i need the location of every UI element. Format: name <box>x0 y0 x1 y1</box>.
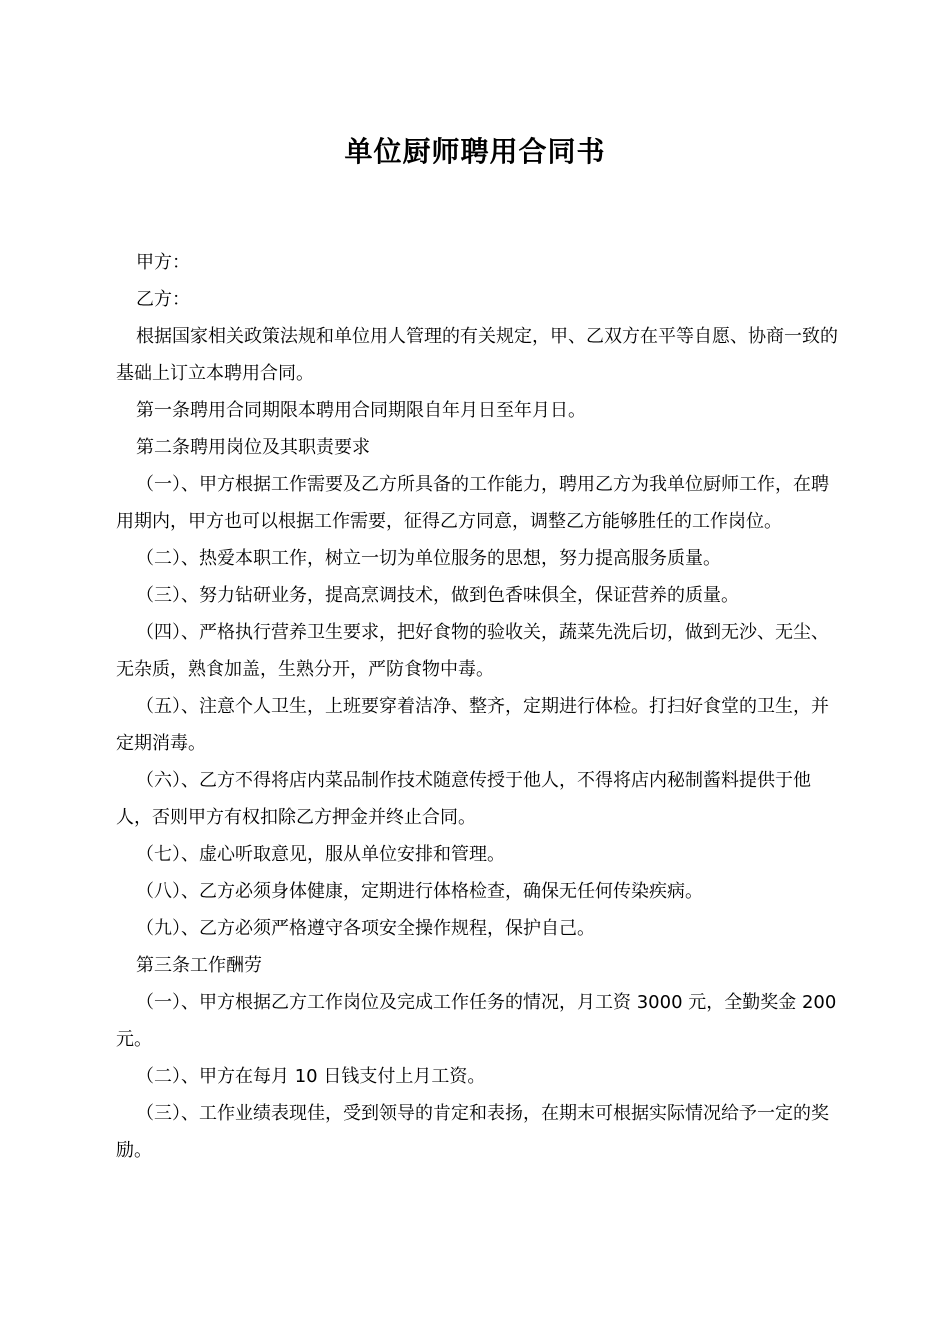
article-2-item-4: （四）、严格执行营养卫生要求，把好食物的验收关，蔬菜先洗后切，做到无沙、无尘、无杂质，熟食加盖，生熟分开，严防食物中毒。 <box>116 622 829 680</box>
article-2-item-1: （一）、甲方根据工作需要及乙方所具备的工作能力，聘用乙方为我单位厨师工作，在聘用期内，甲方也可以根据工作需要，征得乙方同意，调整乙方能够胜任的工作岗位。 <box>116 474 829 532</box>
document-title: 单位厨师聘用合同书 <box>344 135 606 168</box>
article-3-item-2: （二）、甲方在每月 10 日钱支付上月工资。 <box>136 1066 486 1087</box>
article-2-item-3: （三）、努力钻研业务，提高烹调技术，做到色香味俱全，保证营养的质量。 <box>136 585 739 606</box>
article-3-item-1: （一）、甲方根据乙方工作岗位及完成工作任务的情况，月工资 3000 元，全勤奖金 200 元。 <box>116 992 837 1050</box>
party-a-line: 甲方： <box>136 252 190 273</box>
article-1-paragraph: 第一条聘用合同期限本聘用合同期限自年月日至年月日。 <box>136 400 586 421</box>
article-3-heading: 第三条工作酬劳 <box>136 955 262 976</box>
preamble-paragraph: 根据国家相关政策法规和单位用人管理的有关规定，甲、乙双方在平等自愿、协商一致的基础上订立本聘用合同。 <box>116 326 838 384</box>
article-3-item-3: （三）、工作业绩表现佳，受到领导的肯定和表扬，在期末可根据实际情况给予一定的奖励。 <box>116 1103 829 1161</box>
article-2-item-6: （六）、乙方不得将店内菜品制作技术随意传授于他人，不得将店内秘制酱料提供于他人，否则甲方有权扣除乙方押金并终止合同。 <box>116 770 811 828</box>
article-2-item-5: （五）、注意个人卫生，上班要穿着洁净、整齐，定期进行体检。打扫好食堂的卫生，并定期消毒。 <box>116 696 829 754</box>
article-2-item-7: （七）、虚心听取意见，服从单位安排和管理。 <box>136 844 505 865</box>
article-2-item-2: （二）、热爱本职工作，树立一切为单位服务的思想，努力提高服务质量。 <box>136 548 721 569</box>
article-2-item-9: （九）、乙方必须严格遵守各项安全操作规程，保护自己。 <box>136 918 595 939</box>
article-2-heading: 第二条聘用岗位及其职责要求 <box>136 437 370 458</box>
article-2-item-8: （八）、乙方必须身体健康，定期进行体格检查，确保无任何传染疾病。 <box>136 881 703 902</box>
document-body <box>116 244 844 1169</box>
party-b-line: 乙方： <box>136 289 190 310</box>
